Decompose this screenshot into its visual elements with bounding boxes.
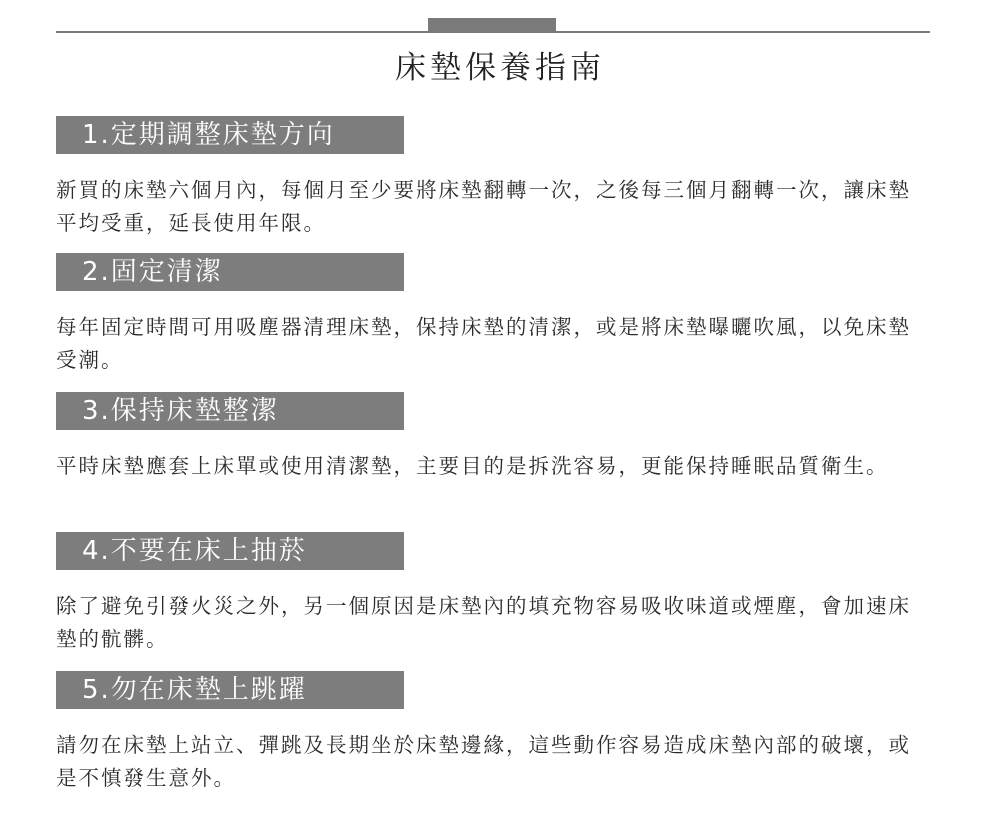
section-keep-clean	[56, 392, 930, 483]
section-body: 每年固定時間可用吸塵器清理床墊，保持床墊的清潔，或是將床墊曝曬吹風，以免床墊受潮。	[56, 315, 911, 372]
section-body: 請勿在床墊上站立、彈跳及長期坐於床墊邊緣，這些動作容易造成床墊內部的破壞，或是不慎發生意外。	[56, 733, 911, 790]
section-body: 平時床墊應套上床單或使用清潔墊，主要目的是拆洗容易，更能保持睡眠品質衛生。	[56, 454, 889, 478]
section-body: 新買的床墊六個月內，每個月至少要將床墊翻轉一次，之後每三個月翻轉一次，讓床墊平均受重，延長使用年限。	[56, 178, 911, 235]
section-heading: 5.勿在床墊上跳躍	[56, 671, 404, 709]
section-rotate-mattress	[56, 116, 930, 240]
section-heading: 1.定期調整床墊方向	[56, 116, 404, 154]
top-tab-decoration	[428, 18, 556, 32]
section-no-jumping	[56, 671, 930, 795]
section-regular-cleaning	[56, 253, 930, 377]
page-title: 床墊保養指南	[395, 50, 605, 86]
section-heading: 2.固定清潔	[56, 253, 404, 291]
section-body: 除了避免引發火災之外，另一個原因是床墊內的填充物容易吸收味道或煙塵，會加速床墊的骯髒。	[56, 594, 911, 651]
section-heading: 3.保持床墊整潔	[56, 392, 404, 430]
section-heading: 4.不要在床上抽菸	[56, 532, 404, 570]
section-no-smoking	[56, 532, 930, 656]
